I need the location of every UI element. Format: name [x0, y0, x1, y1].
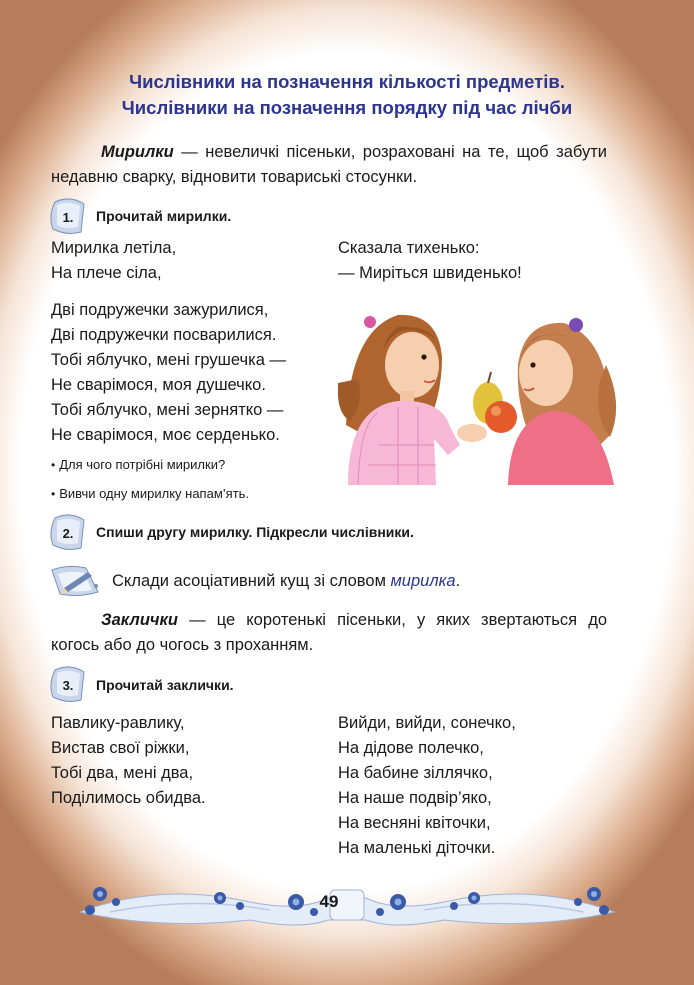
task-badge-1 — [48, 196, 88, 236]
poem-line: Вийди, вийди, сонечко, — [338, 714, 516, 732]
poem-line: Вистав свої ріжки, — [51, 739, 190, 757]
definition-text: — це коротенькі пісеньки, у яких звертаються до когось або до чогось з проханням. — [51, 611, 607, 654]
pencil-paper-icon — [48, 562, 104, 600]
poem-line: Павлику-равлику, — [51, 714, 185, 732]
task-number: 3. — [62, 678, 74, 693]
poem-line: На бабине зіллячко, — [338, 764, 493, 782]
definition-zaklychky — [51, 608, 607, 658]
bullet-marker: • — [51, 487, 56, 501]
poem-line: Дві подружечки посварилися. — [51, 326, 277, 344]
poem-line: Не сварімося, моя душечко. — [51, 376, 266, 394]
assoc-end: . — [455, 572, 461, 590]
page-title-line2: Числівники на позначення порядку під час лічби — [121, 97, 573, 118]
poem-line: Тобі два, мені два, — [51, 764, 194, 782]
definition-term: Мирилки — [101, 143, 174, 161]
page-number: 49 — [319, 892, 339, 911]
poem-line: На наше подвір’яко, — [338, 789, 492, 807]
bullet-question-1 — [51, 456, 225, 474]
poem-mirylka-left — [51, 236, 176, 286]
task-label-3: Прочитай заклички. — [96, 677, 234, 693]
page-title-line1: Числівники на позначення кількості предметів. — [129, 71, 565, 92]
footer-ornament — [70, 872, 624, 940]
assoc-task-text: Склади асоціативний кущ зі словом — [112, 572, 391, 590]
task-badge-3 — [48, 664, 88, 704]
task-badge-2 — [48, 512, 88, 552]
task-number: 1. — [62, 210, 74, 225]
poem-line: Тобі яблучко, мені грушечка — — [51, 351, 286, 369]
poem-mirylka-right — [338, 236, 522, 286]
bullet-question-2 — [51, 485, 249, 503]
bullet-marker: • — [51, 458, 56, 472]
definition-mirylky — [51, 140, 607, 190]
task-label-2: Спиши другу мирилку. Підкресли числівники. — [96, 524, 414, 540]
task-label-1: Прочитай мирилки. — [96, 208, 232, 224]
bullet-text: Для чого потрібні мирилки? — [59, 457, 226, 472]
poem-line: Поділимось обидва. — [51, 789, 206, 807]
poem-line: На весняні квіточки, — [338, 814, 491, 832]
poem-line: — Миріться швиденько! — [338, 264, 522, 282]
poem-line: На плече сіла, — [51, 264, 162, 282]
girls-illustration — [338, 295, 618, 485]
poem-line: Сказала тихенько: — [338, 239, 480, 257]
poem-line: Не сварімося, моє серденько. — [51, 426, 280, 444]
definition-term: Заклички — [101, 611, 178, 629]
definition-text: — невеличкі пісеньки, розраховані на те, щоб забути недавню сварку, відновити товариські стосунки. — [51, 143, 607, 186]
assoc-keyword: мирилка — [390, 572, 456, 590]
bullet-text: Вивчи одну мирилку напам’ять. — [59, 486, 250, 501]
assoc-task — [112, 570, 460, 592]
poem-line: На маленькі діточки. — [338, 839, 496, 857]
poem-ravlyk — [51, 711, 206, 811]
poem-sonechko — [338, 711, 516, 861]
poem-podruzhechky — [51, 298, 286, 448]
poem-line: Тобі яблучко, мені зернятко — — [51, 401, 284, 419]
poem-line: На дідове полечко, — [338, 739, 484, 757]
poem-line: Дві подружечки зажурилися, — [51, 301, 269, 319]
task-number: 2. — [62, 526, 74, 541]
poem-line: Мирилка летіла, — [51, 239, 177, 257]
